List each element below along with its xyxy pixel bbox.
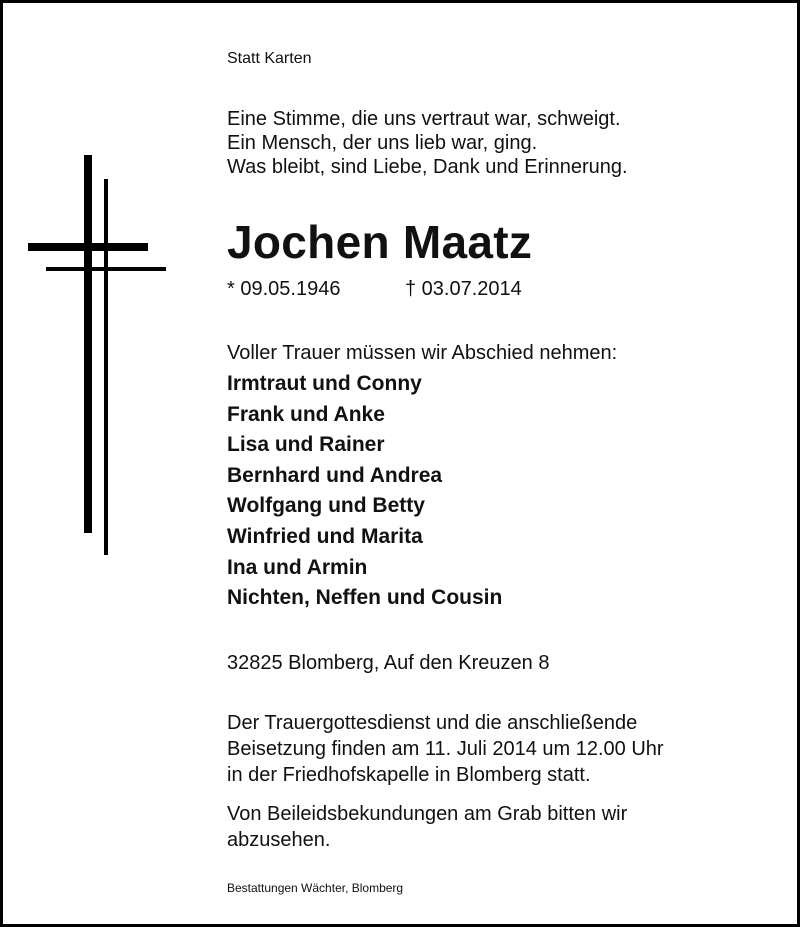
list-item: Lisa und Rainer	[227, 433, 385, 457]
poem-line: Was bleibt, sind Liebe, Dank und Erinnerung.	[227, 156, 628, 178]
header-note: Statt Karten	[227, 50, 312, 67]
poem	[227, 107, 787, 179]
list-item: Irmtraut und Conny	[227, 372, 422, 395]
condolence-request	[227, 801, 787, 853]
list-item: Frank und Anke	[227, 402, 385, 426]
list-item: Bernhard und Andrea	[227, 463, 443, 487]
mourners-list	[227, 369, 787, 614]
service-line: Beisetzung finden am 11. Juli 2014 um 12.00 Uhr	[227, 738, 664, 760]
cross-vertical-bar-1	[84, 155, 92, 533]
service-line: in der Friedhofskapelle in Blomberg statt.	[227, 764, 591, 786]
list-item: Winfried und Marita	[227, 524, 423, 548]
cross-horizontal-bar-2	[46, 267, 166, 271]
request-line: Von Beileidsbekundungen am Grab bitten wir	[227, 803, 628, 825]
list-item: Ina und Armin	[227, 555, 368, 579]
list-item: Nichten, Neffen und Cousin	[227, 586, 503, 610]
birth-date: * 09.05.1946	[227, 278, 341, 300]
cross-vertical-bar-2	[104, 179, 108, 555]
death-date: † 03.07.2014	[405, 278, 522, 300]
poem-line: Ein Mensch, der uns lieb war, ging.	[227, 132, 538, 154]
list-item: Wolfgang und Betty	[227, 494, 425, 518]
deceased-name: Jochen Maatz	[227, 216, 533, 268]
service-details	[227, 710, 787, 788]
request-line: abzusehen.	[227, 829, 331, 851]
poem-line: Eine Stimme, die uns vertraut war, schweigt.	[227, 108, 621, 130]
cross-horizontal-bar-1	[28, 243, 148, 251]
mourners-intro: Voller Trauer müssen wir Abschied nehmen:	[227, 342, 618, 364]
service-line: Der Trauergottesdienst und die anschließende	[227, 712, 638, 734]
family-address: 32825 Blomberg, Auf den Kreuzen 8	[227, 652, 550, 674]
funeral-home-credit: Bestattungen Wächter, Blomberg	[227, 881, 404, 895]
